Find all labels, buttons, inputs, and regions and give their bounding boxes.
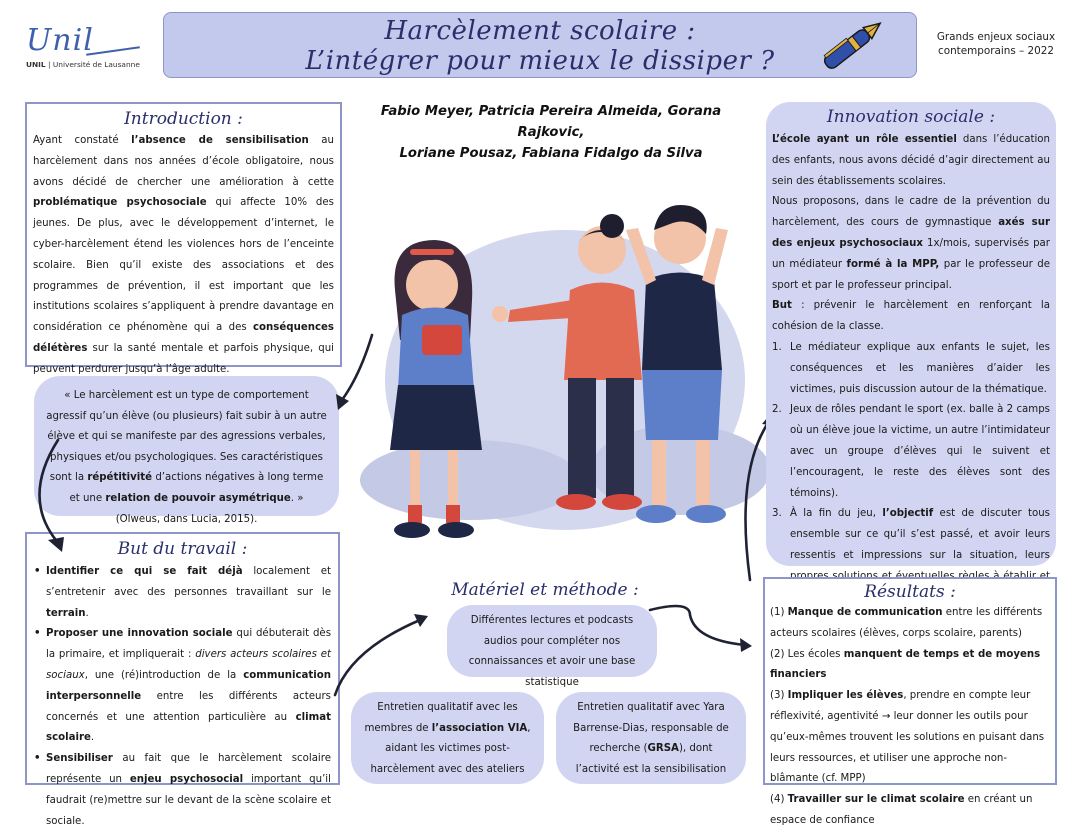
course-label: Grands enjeux sociaux contemporains – 2022 xyxy=(936,31,1056,57)
list-item: (2) Les écoles manquent de temps et de moyens financiers xyxy=(770,648,1041,681)
resultats-text xyxy=(770,603,1050,832)
innovation-title: Innovation sociale : xyxy=(826,107,996,127)
authors: Fabio Meyer, Patricia Pereira Almeida, Gorana Rajkovic, Loriane Pousaz, Fabiana Fidalgo da Silva xyxy=(380,104,722,161)
resultats-title: Résultats : xyxy=(864,582,956,602)
list-item: • Proposer une innovation sociale qui débuterait dès la primaire, et impliquerait : divers acteurs scolaires et sociaux, une (ré)introduction de la communication interpersonnelle entre les différents acteurs concernés et une attention particulière au climat scolaire. xyxy=(34,624,331,749)
list-item: 1. Le médiateur explique aux enfants le sujet, les conséquences et les manières d’aider les victimes, puis discussion autour de la thématique. xyxy=(772,341,1050,395)
list-item: • Identifier ce qui se fait déjà localement et s’entretenir avec des personnes travaillant sur le terrain. xyxy=(34,562,331,624)
list-item: (3) Impliquer les élèves, prendre en compte leur réflexivité, agentivité → leur donner les outils pour qu’eux-mêmes trouvent les solutions en puisant dans leurs ressources, et utiliser une approche non-blâmante (cf. MPP) xyxy=(770,690,1045,785)
arrow-methode-to-resultats xyxy=(650,606,745,645)
list-item: 3. À la fin du jeu, l’objectif est de discuter tous ensemble sur ce qu’il s’est passé, et avoir leurs ressentis et impressions sur la situation, leurs xyxy=(772,508,1050,561)
title-line-1: Harcèlement scolaire : xyxy=(384,16,696,46)
resultats-box xyxy=(763,577,1057,826)
introduction-title: Introduction : xyxy=(124,109,243,129)
list-item: (1) Manque de communication entre les différents acteurs scolaires (élèves, corps scolaire, parents) xyxy=(770,607,1043,639)
list-item: • Sensibiliser au fait que le harcèlement scolaire représente un enjeu psychosocial important qu’il faudrait (re)mettre sur le devant de la scène scolaire et sociale. xyxy=(34,749,331,832)
innovation-text: L’école ayant un rôle essentiel dans l’éducation des enfants, nous avons décidé d’agir directement au sein des établissements scolaires. Nous proposons, dans le cadre de la prévention du harcèlement, des cours de gymnastique axés sur des enjeux psychosociaux 1x/mois, supervisés par un médiateur formé à la MPP, par le professeur de sport et par le professeur principal. But : prévenir le harcèlement en renforçant la cohésion de la classe. 1. Le médiateur explique aux enfants le sujet, les conséquences et les manières d’aider les victimes, puis discussion autour de la thématique. 2. Jeux de rôles pendant le sport (ex. balle à 2 camps où un élève joue la victime, un autre l’intimidateur avec un groupe d’élèves qui le suivent et l’encouragent, le reste des élèves sont des témoins). 3. À la fin du jeu, l’objectif est de discuter tous ensemble sur ce qu’il s’est passé, et avoir leurs ressentis et impressions sur la situation, leurs xyxy=(772,130,1050,608)
list-item: (4) Travailler sur le climat scolaire en créant un espace de confiance xyxy=(770,794,1033,826)
unil-logo-caption: UNIL | Université de Lausanne xyxy=(26,60,140,69)
but-title: But du travail : xyxy=(117,539,248,559)
definition-quote: « Le harcèlement est un type de comportement agressif qu’un élève (ou plusieurs) fait subir à un autre élève et qui se manifeste par des agressions verbales, physiques et/ou psychologiques. Ses caractéristiques sont la répétitivité d’actions négatives à long terme et une relation de pouvoir asymétrique. » (Olweus, dans Lucia, 2015). xyxy=(34,376,339,516)
introduction-text: Ayant constaté l’absence de sensibilisation au harcèlement dans nos années d’école obligatoire, nous avons décidé de chercher une amélioration à cette problématique psychosociale qui affecte 10% des jeunes. De plus, avec le développement d’internet, le cyber-harcèlement étend les violences hors de l’enceinte scolaire. Bien qu’il existe des associations et des programmes de prévention, il est important que les institutions scolaires s’appliquent à prendre davantage en considération ce phénomène qui a des conséquences délétères sur la santé mentale et parfois physique, qui peuvent perdurer jusqu’à l’âge adulte. xyxy=(33,135,334,375)
methode-title: Matériel et méthode : xyxy=(451,580,639,600)
arrow-intro-to-definition xyxy=(342,335,372,400)
innovation-box xyxy=(766,102,1056,566)
methode-box-lectures: Différentes lectures et podcasts audios pour compléter nos connaissances et avoir une base statistique xyxy=(447,605,657,677)
title-line-2: L’intégrer pour mieux le dissiper ? xyxy=(305,46,775,76)
methode-box-via: Entretien qualitatif avec les membres de l’association VIA, aidant les victimes post-harcèlement avec des ateliers xyxy=(351,692,544,784)
methode-box-grsa: Entretien qualitatif avec Yara Barrense-Dias, responsable de recherche (GRSA), dont l’activité est la sensibilisation xyxy=(556,692,746,784)
list-item: 2. Jeux de rôles pendant le sport (ex. balle à 2 camps où un élève joue la victime, un autre l’intimidateur avec un groupe d’élèves qui le suivent et l’encouragent, le reste des élèves sont des témoins). xyxy=(772,404,1050,499)
innovation-steps xyxy=(772,338,1050,608)
arrow-but-to-methode xyxy=(335,620,420,695)
unil-logo-word: Unil xyxy=(26,23,94,58)
arrow-definition-to-but xyxy=(39,440,60,545)
